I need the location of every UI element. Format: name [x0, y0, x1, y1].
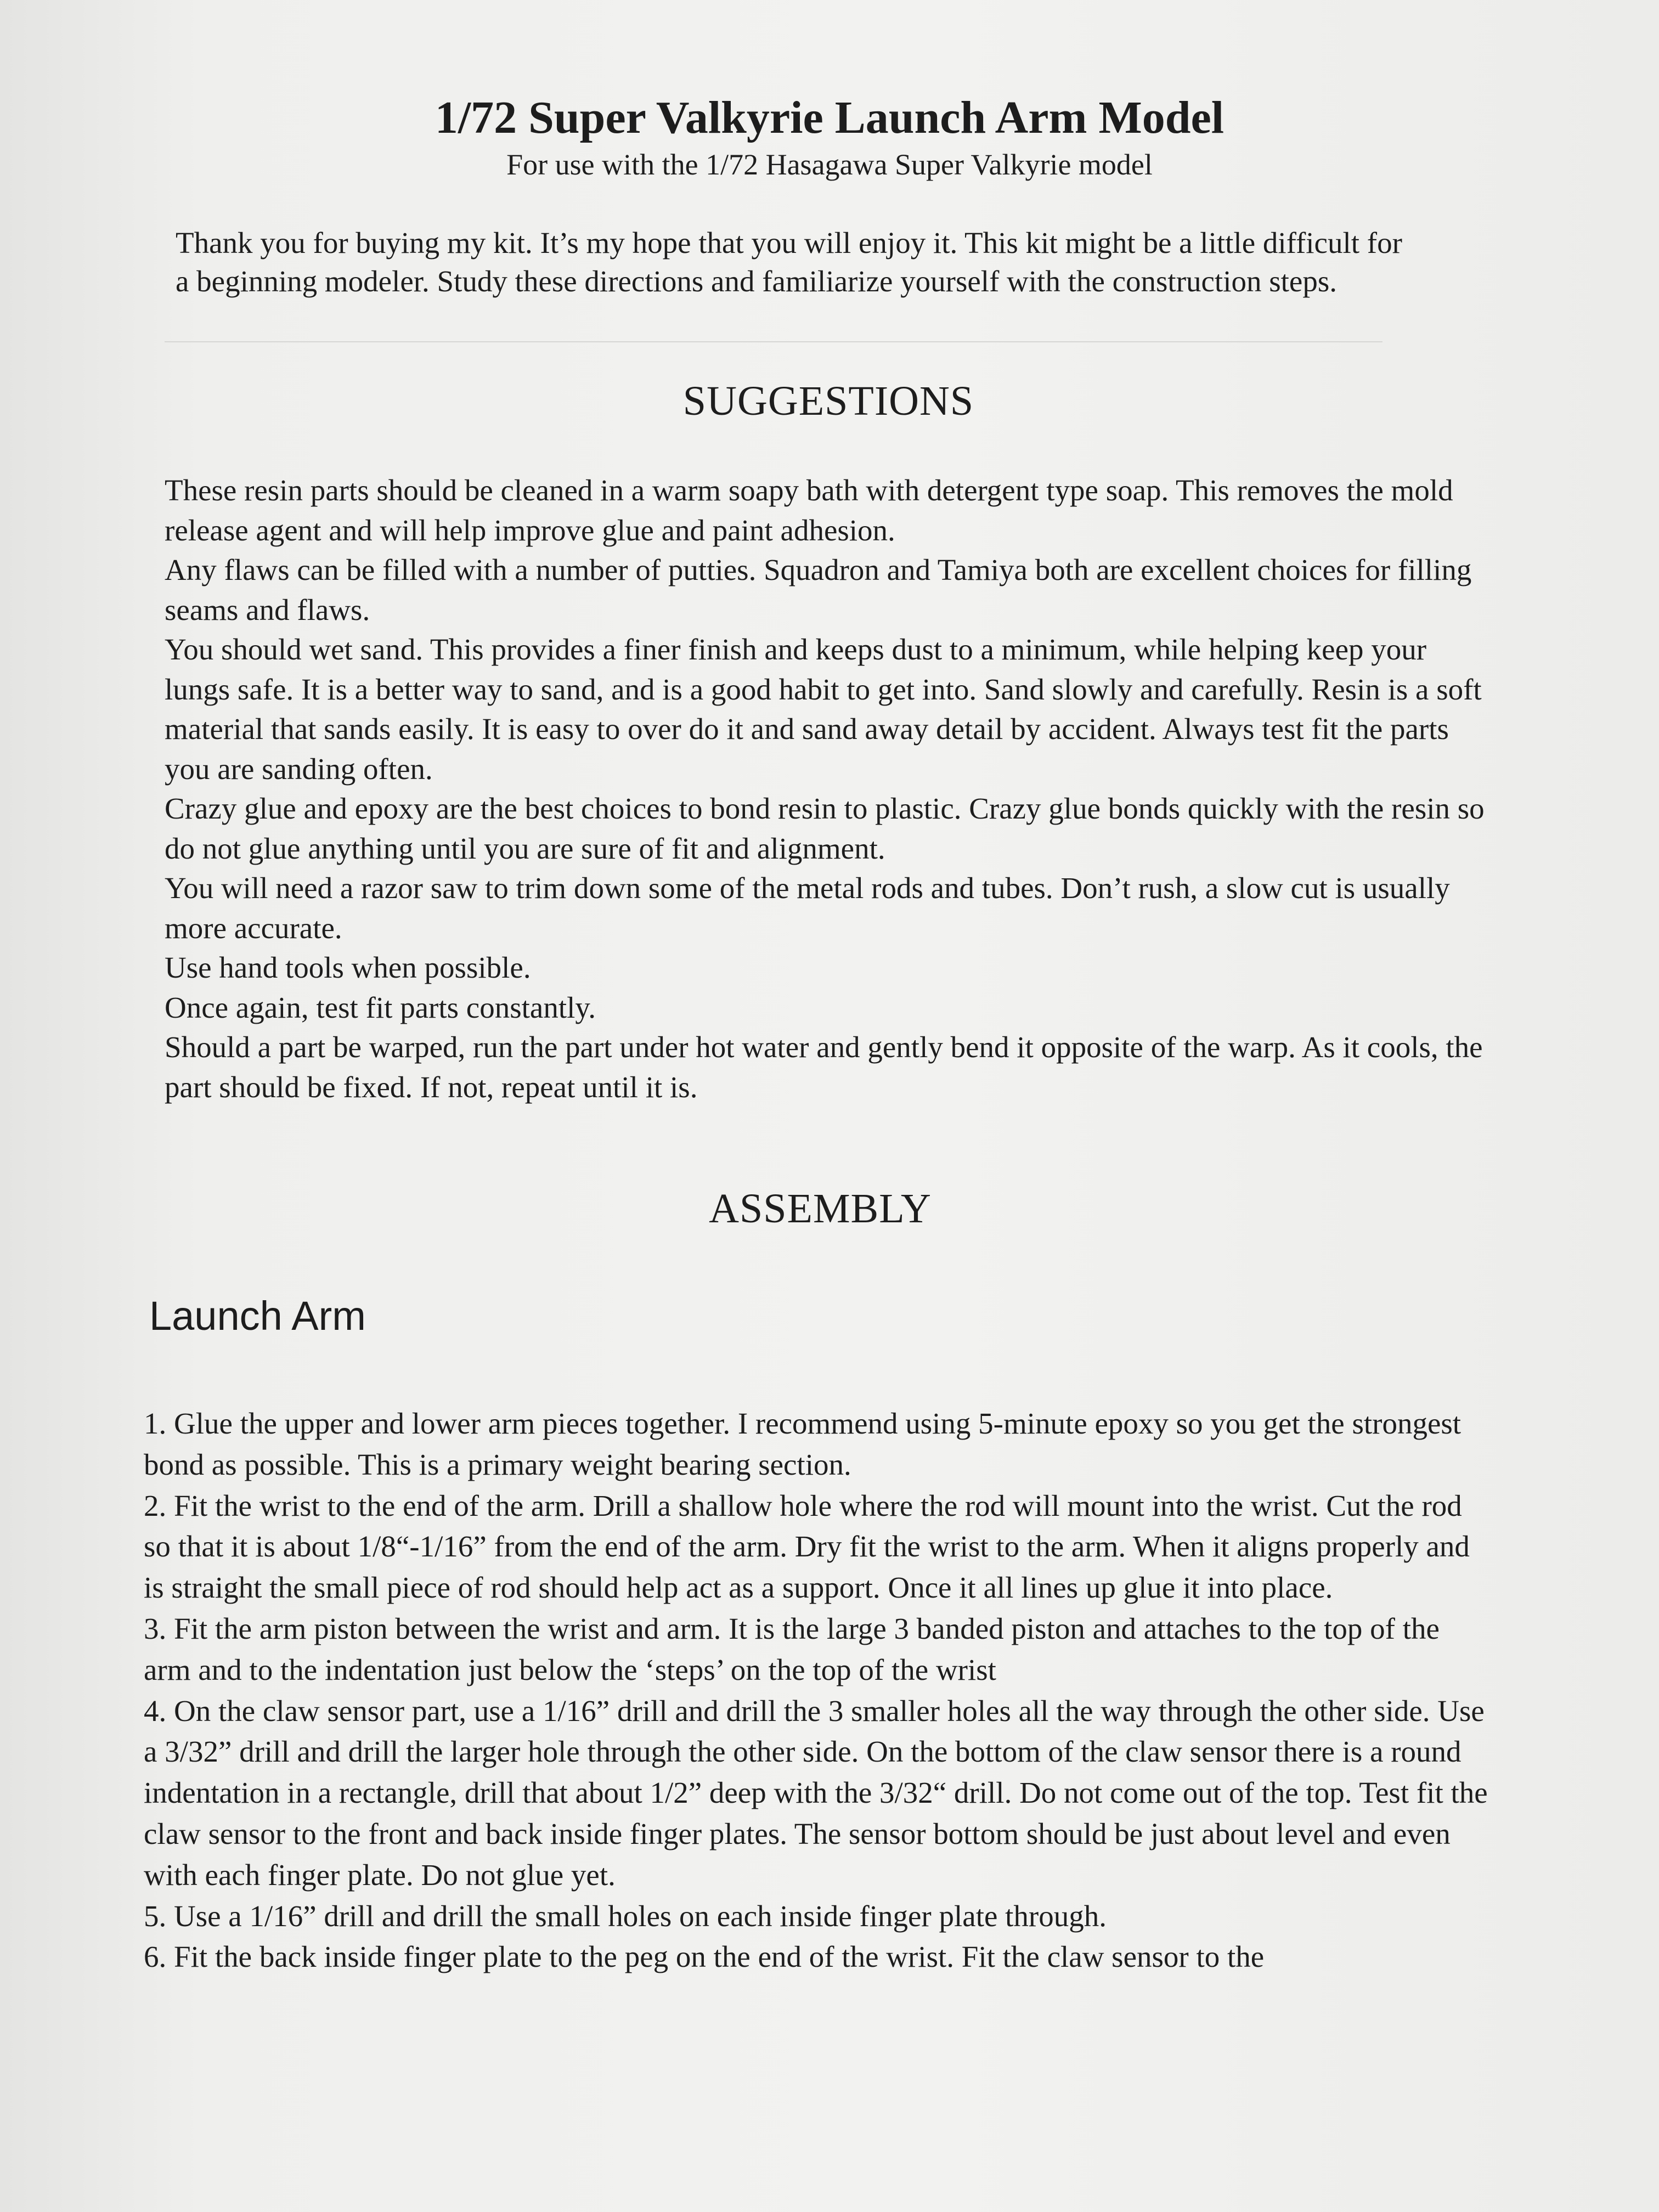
suggestion-item: You should wet sand. This provides a finer finish and keeps dust to a minimum, while helping keep your lungs safe. It is a better way to sand, and is a good habit to get into. Sand slowly and carefully. Resin is a soft material that sands easily. It is easy to over do it and sand away detail by accident. Always test fit the parts you are sanding often.: [165, 633, 1482, 786]
suggestions-heading: SUGGESTIONS: [682, 378, 974, 424]
document-title: 1/72 Super Valkyrie Launch Arm Model: [435, 92, 1224, 143]
launch-arm-heading: Launch Arm: [149, 1293, 366, 1339]
suggestion-item: These resin parts should be cleaned in a warm soapy bath with detergent type soap. This removes the mold release agent and will help improve glue and paint adhesion.: [165, 473, 1453, 547]
suggestion-item: Any flaws can be filled with a number of putties. Squadron and Tamiya both are excellent choices for filling seams and flaws.: [165, 553, 1472, 627]
assembly-heading: ASSEMBLY: [709, 1186, 932, 1232]
document-subtitle: For use with the 1/72 Hasagawa Super Valkyrie model: [506, 148, 1153, 181]
assembly-step: 5. Use a 1/16” drill and drill the small holes on each inside finger plate through.: [144, 1899, 1107, 1933]
intro-paragraph: Thank you for buying my kit. It’s my hope that you will enjoy it. This kit might be a little difficult for a beginning modeler. Study these directions and familiarize yourself with the construction steps.: [176, 226, 1402, 298]
divider-line: [165, 341, 1383, 342]
assembly-step: 3. Fit the arm piston between the wrist and arm. It is the large 3 banded piston and attaches to the top of the arm and to the indentation just below the ‘steps’ on the top of the wrist: [144, 1611, 1440, 1686]
suggestion-item: Once again, test fit parts constantly.: [165, 990, 596, 1024]
suggestion-item: Use hand tools when possible.: [165, 951, 531, 984]
assembly-steps-list: [144, 1403, 1493, 1978]
suggestions-list: [165, 471, 1492, 1107]
assembly-step: 6. Fit the back inside finger plate to the peg on the end of the wrist. Fit the claw sensor to the: [144, 1940, 1265, 1974]
assembly-step: 4. On the claw sensor part, use a 1/16” drill and drill the 3 smaller holes all the way through the other side. Use a 3/32” drill and drill the larger hole through the other side. On the bottom of the claw sensor there is a round indentation in a rectangle, drill that about 1/2” deep with the 3/32“ drill. Do not come out of the top. Test fit the claw sensor to the front and back inside finger plates. The sensor bottom should be just about level and even with each finger plate. Do not glue yet.: [144, 1694, 1488, 1892]
suggestion-item: Should a part be warped, run the part under hot water and gently bend it opposite of the warp. As it cools, the part should be fixed. If not, repeat until it is.: [165, 1030, 1483, 1104]
suggestion-item: You will need a razor saw to trim down some of the metal rods and tubes. Don’t rush, a slow cut is usually more accurate.: [165, 871, 1450, 945]
assembly-step: 2. Fit the wrist to the end of the arm. Drill a shallow hole where the rod will mount into the wrist. Cut the rod so that it is about 1/8“-1/16” from the end of the arm. Dry fit the wrist to the arm. When it aligns properly and is straight the small piece of rod should help act as a support. Once it all lines up glue it into place.: [144, 1488, 1470, 1605]
assembly-step: 1. Glue the upper and lower arm pieces together. I recommend using 5-minute epoxy so you get the strongest bond as possible. This is a primary weight bearing section.: [144, 1407, 1462, 1481]
suggestion-item: Crazy glue and epoxy are the best choices to bond resin to plastic. Crazy glue bonds quickly with the resin so do not glue anything until you are sure of fit and alignment.: [165, 792, 1485, 865]
